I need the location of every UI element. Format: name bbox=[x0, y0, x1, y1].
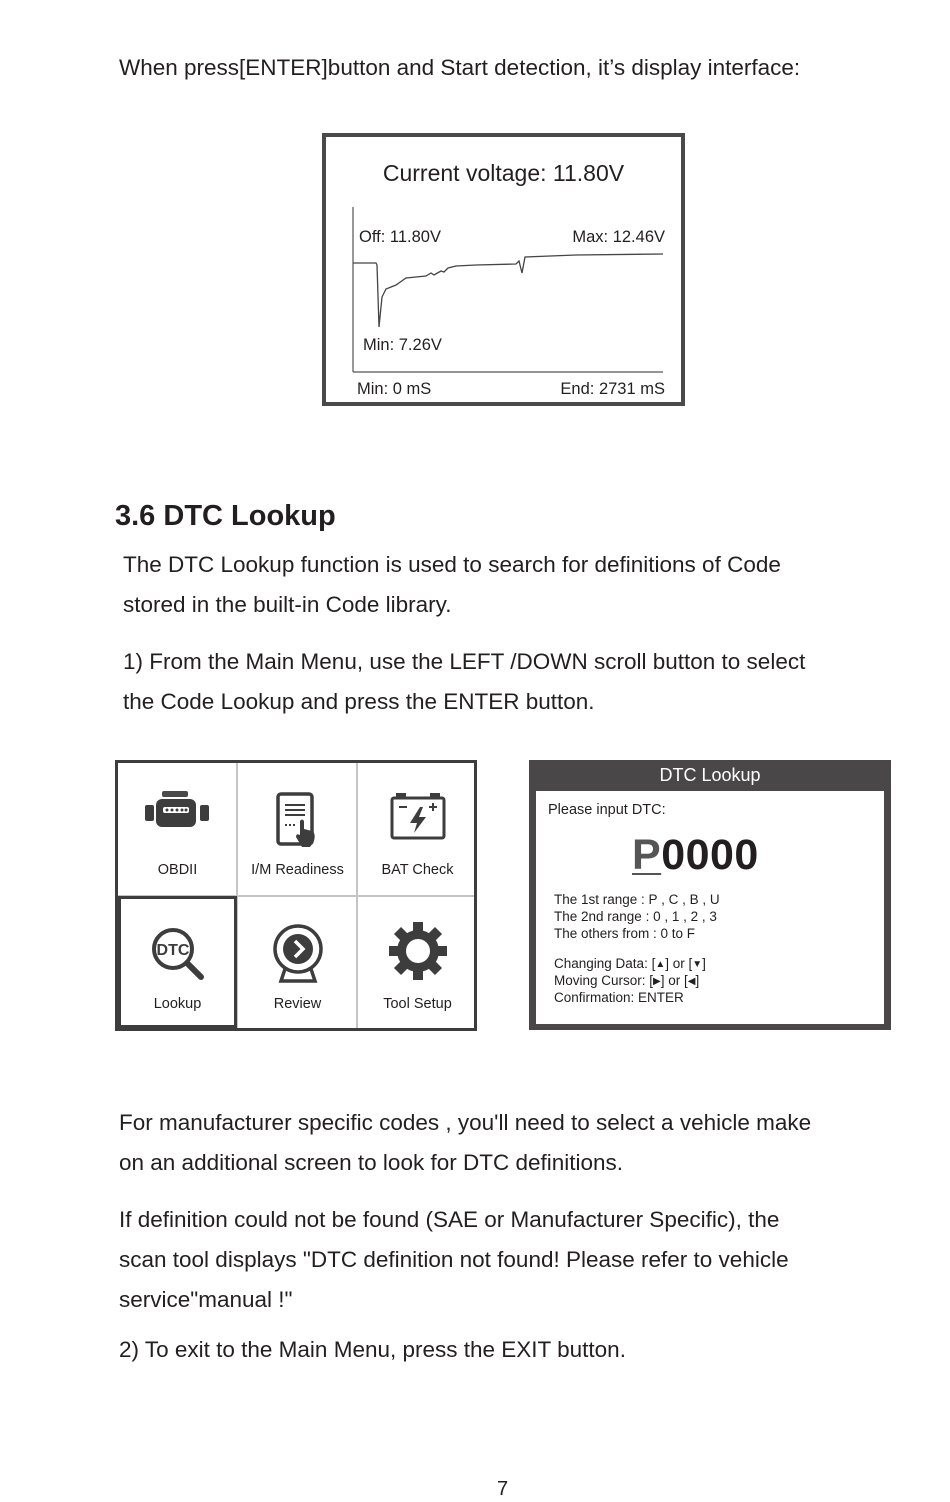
menu-tile-label: I/M Readiness bbox=[251, 862, 344, 878]
intro-text: When press[ENTER]button and Start detection, it’s display interface: bbox=[119, 55, 801, 80]
down-arrow-icon: ▼ bbox=[692, 959, 703, 970]
menu-tile-label: Tool Setup bbox=[383, 996, 452, 1012]
selection-highlight bbox=[118, 896, 237, 1028]
dtc-code-digits: 0000 bbox=[661, 831, 759, 879]
range-3-text: The others from : 0 to F bbox=[554, 926, 696, 941]
text-line: If definition could not be found (SAE or Manufacturer Specific), the bbox=[119, 1207, 780, 1232]
dtc-lookup-screen bbox=[529, 760, 891, 1030]
hint-text: ] bbox=[695, 973, 700, 988]
text-line: on an additional screen to look for DTC definitions. bbox=[119, 1150, 624, 1175]
review-icon bbox=[238, 919, 357, 989]
menu-tile-review[interactable] bbox=[238, 897, 357, 1030]
menu-tile-tool-setup[interactable] bbox=[358, 897, 477, 1030]
hint-text: ] or [ bbox=[665, 956, 693, 971]
hint-text: ] bbox=[702, 956, 706, 971]
paragraph-dtc-description bbox=[123, 545, 781, 625]
paragraph-manufacturer-codes bbox=[119, 1103, 811, 1183]
moving-cursor-hint bbox=[554, 973, 699, 988]
dtc-code-prefix: P bbox=[632, 831, 662, 879]
menu-tile-obdii[interactable] bbox=[118, 763, 237, 896]
range-2-text: The 2nd range : 0 , 1 , 2 , 3 bbox=[554, 909, 717, 924]
menu-tile-label: Review bbox=[273, 996, 322, 1012]
current-voltage: Current voltage: 11.80V bbox=[382, 160, 625, 186]
dtc-code-input[interactable] bbox=[632, 831, 759, 880]
text-line: scan tool displays "DTC definition not found! Please refer to vehicle bbox=[119, 1247, 789, 1272]
menu-tile-im-readiness[interactable] bbox=[238, 763, 357, 896]
text-line: The DTC Lookup function is used to search for definitions of Code bbox=[123, 552, 781, 577]
min-voltage: Min: 7.26V bbox=[363, 336, 442, 354]
hint-text: Changing Data: [ bbox=[554, 956, 656, 971]
main-menu-screen bbox=[115, 760, 477, 1031]
menu-tile-bat-check[interactable] bbox=[358, 763, 477, 896]
end-time: End: 2731 mS bbox=[560, 380, 665, 398]
voltage-screen bbox=[322, 133, 685, 406]
page-number: 7 bbox=[496, 1478, 509, 1500]
off-voltage: Off: 11.80V bbox=[359, 228, 441, 246]
tablet-touch-icon bbox=[238, 785, 357, 855]
dtc-input-prompt: Please input DTC: bbox=[548, 802, 666, 818]
text-line: For manufacturer specific codes , you'll need to select a vehicle make bbox=[119, 1110, 812, 1135]
obd-connector-icon bbox=[118, 785, 237, 855]
text-line: service"manual !" bbox=[119, 1287, 293, 1312]
range-1-text: The 1st range : P , C , B , U bbox=[554, 892, 720, 907]
paragraph-step-2: 2) To exit to the Main Menu, press the EXIT button. bbox=[119, 1337, 626, 1362]
menu-tile-label: OBDII bbox=[157, 862, 198, 878]
dtc-screen-body bbox=[536, 791, 884, 1024]
gear-icon bbox=[358, 919, 477, 989]
text-line: stored in the built-in Code library. bbox=[123, 592, 452, 617]
paragraph-step-1 bbox=[123, 642, 805, 722]
changing-data-hint bbox=[554, 956, 706, 971]
max-voltage: Max: 12.46V bbox=[572, 228, 665, 246]
right-arrow-icon: ▶ bbox=[653, 976, 661, 987]
text-line: 1) From the Main Menu, use the LEFT /DOWN scroll button to select bbox=[123, 649, 806, 674]
menu-tile-label: Lookup bbox=[153, 996, 202, 1012]
dtc-screen-header: DTC Lookup bbox=[659, 765, 761, 785]
confirmation-hint: Confirmation: ENTER bbox=[554, 990, 684, 1005]
section-heading: 3.6 DTC Lookup bbox=[115, 500, 336, 532]
battery-icon bbox=[358, 785, 477, 855]
min-time: Min: 0 mS bbox=[357, 380, 432, 398]
up-arrow-icon: ▲ bbox=[655, 959, 666, 970]
text-line: the Code Lookup and press the ENTER button. bbox=[123, 689, 595, 714]
menu-tile-label: BAT Check bbox=[381, 862, 454, 878]
svg-text:DTC: DTC bbox=[156, 942, 189, 959]
left-arrow-icon: ◀ bbox=[687, 976, 696, 987]
paragraph-definition-not-found bbox=[119, 1200, 789, 1320]
hint-text: ] or [ bbox=[660, 973, 688, 988]
hint-text: Moving Cursor: [ bbox=[554, 973, 654, 988]
